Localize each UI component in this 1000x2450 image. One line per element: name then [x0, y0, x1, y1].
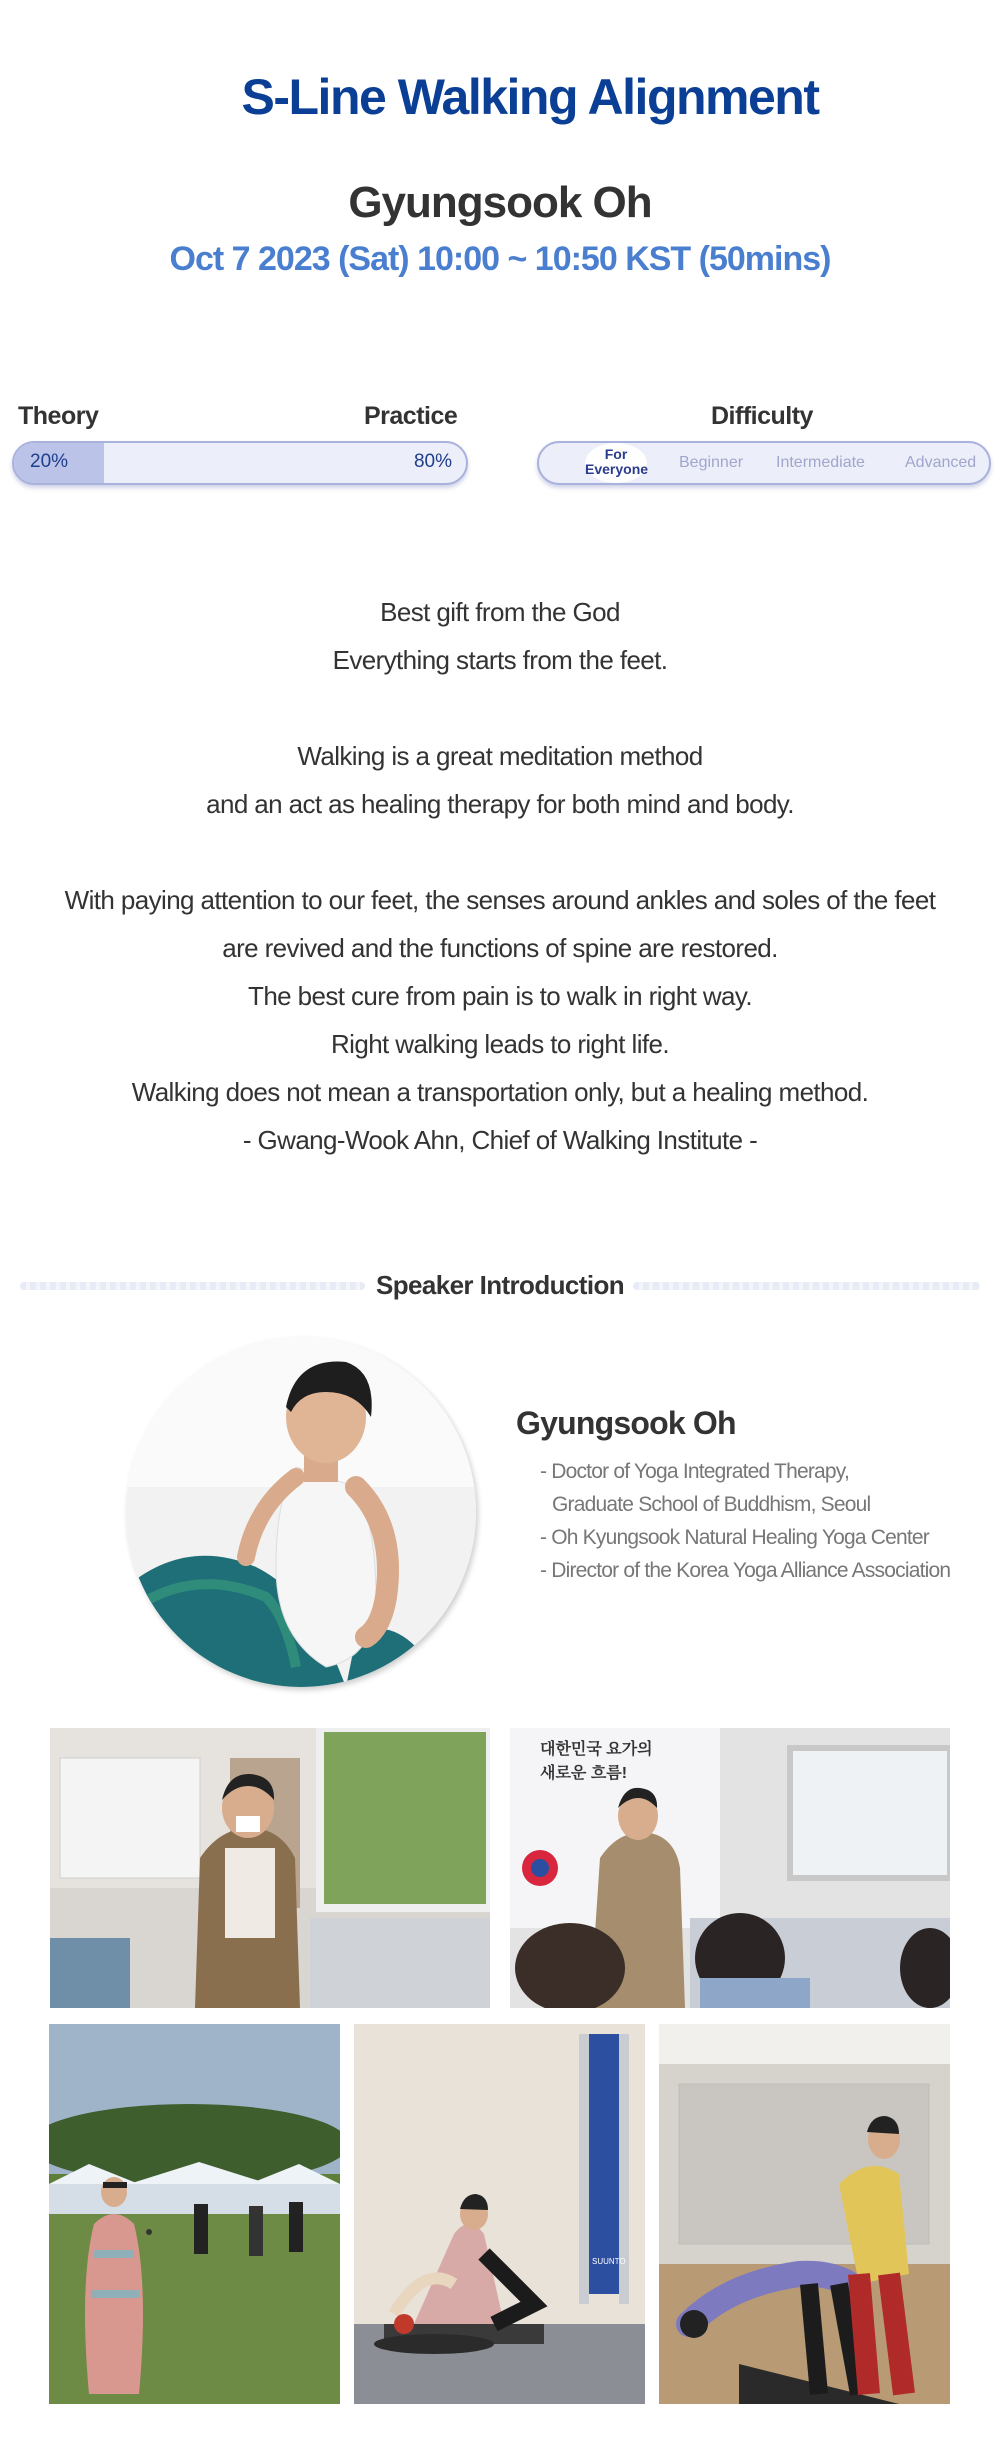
- bio-item: - Director of the Korea Yoga Alliance Association: [540, 1559, 951, 1582]
- bio-name: Gyungsook Oh: [516, 1405, 736, 1441]
- difficulty-level-intermediate: Intermediate: [776, 454, 865, 471]
- practice-label: Practice: [364, 402, 458, 430]
- difficulty-selected-badge: [585, 443, 647, 483]
- bio-item: Graduate School of Buddhism, Seoul: [552, 1493, 871, 1516]
- quote-line: Everything starts from the feet.: [332, 645, 668, 675]
- walking-quote: [0, 588, 1000, 1164]
- speaker-name: Gyungsook Oh: [348, 178, 652, 227]
- speaker-portrait: [126, 1337, 476, 1687]
- quote-line: The best cure from pain is to walk in right way.: [248, 981, 752, 1011]
- page-title: S-Line Walking Alignment: [241, 69, 819, 125]
- speaker-introduction-heading: Speaker Introduction: [375, 1270, 625, 1300]
- session-datetime: Oct 7 2023 (Sat) 10:00 ~ 10:50 KST (50mins): [169, 240, 831, 278]
- difficulty-label: Difficulty: [711, 402, 813, 430]
- quote-line: Best gift from the God: [380, 597, 620, 627]
- quote-line: and an act as healing therapy for both mind and body.: [206, 789, 794, 819]
- difficulty-level-advanced: Advanced: [905, 454, 977, 471]
- photo-outdoor-festival: [49, 2024, 340, 2404]
- theory-percent: 20%: [30, 451, 69, 472]
- banner-brand: SUUNTO: [592, 2257, 626, 2266]
- theory-label: Theory: [18, 402, 99, 430]
- photo-stretching-session: [354, 2024, 645, 2404]
- quote-line: Right walking leads to right life.: [330, 1029, 669, 1059]
- bio-list: [540, 1455, 950, 1587]
- photo-lecture-audience: [510, 1728, 950, 2008]
- theory-practice-bar: [12, 441, 468, 485]
- bio-item: - Doctor of Yoga Integrated Therapy,: [540, 1460, 849, 1483]
- difficulty-bar: [537, 441, 991, 485]
- quote-line: With paying attention to our feet, the senses around ankles and soles of the feet: [64, 885, 936, 915]
- difficulty-selected-line2: Everyone: [585, 461, 649, 477]
- quote-line: Walking is a great meditation method: [297, 741, 703, 771]
- quote-line: are revived and the functions of spine are restored.: [222, 933, 778, 963]
- bio-item: - Oh Kyungsook Natural Healing Yoga Center: [540, 1526, 929, 1549]
- poster-text-1: 대한민국 요가의: [540, 1741, 653, 1758]
- quote-attribution: - Gwang-Wook Ahn, Chief of Walking Institute -: [242, 1125, 758, 1155]
- difficulty-selected-line1: For: [604, 446, 628, 462]
- poster-text-2: 새로운 흐름!: [540, 1765, 628, 1782]
- quote-line: Walking does not mean a transportation only, but a healing method.: [131, 1077, 869, 1107]
- photo-studio-assist: [659, 2024, 950, 2404]
- photo-classroom-lecture: [50, 1728, 490, 2008]
- difficulty-level-beginner: Beginner: [679, 454, 744, 471]
- practice-percent: 80%: [413, 451, 452, 472]
